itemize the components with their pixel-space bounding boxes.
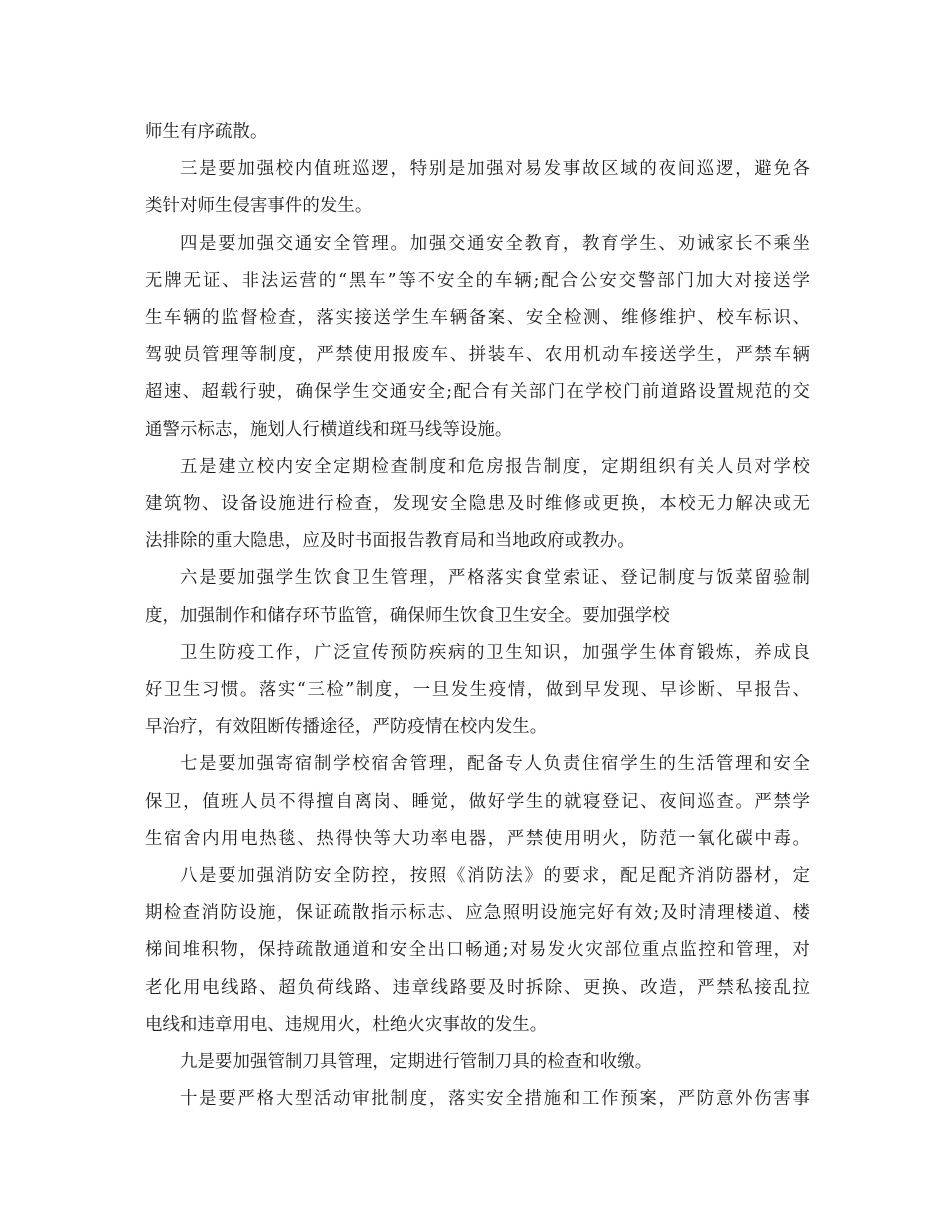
text-line: 五是建立校内安全定期检查制度和危房报告制度，定期组织有关人员对学校 [180, 456, 810, 477]
text-line: 师生有序疏散。 [145, 122, 268, 142]
text-line: 三是要加强校内值班巡逻，特别是加强对易发事故区域的夜间巡逻，避免各 [180, 159, 810, 180]
text-line: 驾驶员管理等制度，严禁使用报废车、拼装车、农用机动车接送学生，严禁车辆 [145, 345, 810, 366]
text-line: 无牌无证、非法运营的“黑车”等不安全的车辆;配合公安交警部门加大对接送学 [145, 270, 810, 291]
text-line: 四是要加强交通安全管理。加强交通安全教育，教育学生、劝诫家长不乘坐 [180, 233, 810, 254]
text-line: 生宿舍内用电热毯、热得快等大功率电器，严禁使用明火，防范一氧化碳中毒。 [145, 828, 810, 849]
text-line: 早治疗，有效阻断传播途径，严防疫情在校内发生。 [145, 717, 548, 738]
text-line: 度，加强制作和储存环节监管，确保师生饮食卫生安全。要加强学校 [145, 605, 670, 626]
text-line: 超速、超载行驶，确保学生交通安全;配合有关部门在学校门前道路设置规范的交 [145, 382, 810, 403]
text-line: 老化用电线路、超负荷线路、违章线路要及时拆除、更换、改造，严禁私接乱拉 [145, 977, 810, 998]
text-line: 电线和违章用电、违规用火，杜绝火灾事故的发生。 [145, 1014, 548, 1035]
text-line: 期检查消防设施，保证疏散指示标志、应急照明设施完好有效;及时清理楼道、楼 [145, 903, 810, 924]
document-body [145, 114, 810, 1118]
text-line: 法排除的重大隐患，应及时书面报告教育局和当地政府或教办。 [145, 531, 635, 552]
text-line: 生车辆的监督检查，落实接送学生车辆备案、安全检测、维修维护、校车标识、 [145, 308, 810, 329]
text-line: 建筑物、设备设施进行检查，发现安全隐患及时维修或更换，本校无力解决或无 [145, 494, 810, 515]
text-line: 六是要加强学生饮食卫生管理，严格落实食堂索证、登记制度与饭菜留验制 [180, 568, 810, 589]
text-line: 梯间堆积物，保持疏散通道和安全出口畅通;对易发火灾部位重点监控和管理，对 [145, 940, 810, 961]
text-line: 通警示标志，施划人行横道线和斑马线等设施。 [145, 419, 513, 440]
text-line: 八是要加强消防安全防控，按照《消防法》的要求，配足配齐消防器材，定 [180, 866, 810, 887]
text-line: 九是要加强管制刀具管理，定期进行管制刀具的检查和收缴。 [180, 1052, 653, 1073]
text-line: 七是要加强寄宿制学校宿舍管理，配备专人负责住宿学生的生活管理和安全 [180, 754, 810, 775]
text-line: 卫生防疫工作，广泛宣传预防疾病的卫生知识，加强学生体育锻炼，养成良 [180, 642, 810, 663]
text-line: 十是要严格大型活动审批制度，落实安全措施和工作预案，严防意外伤害事 [180, 1089, 810, 1110]
text-line: 好卫生习惯。落实“三检”制度，一旦发生疫情，做到早发现、早诊断、早报告、 [145, 680, 810, 701]
text-line: 保卫，值班人员不得擅自离岗、睡觉，做好学生的就寝登记、夜间巡查。严禁学 [145, 791, 810, 812]
text-line: 类针对师生侵害事件的发生。 [145, 196, 373, 217]
